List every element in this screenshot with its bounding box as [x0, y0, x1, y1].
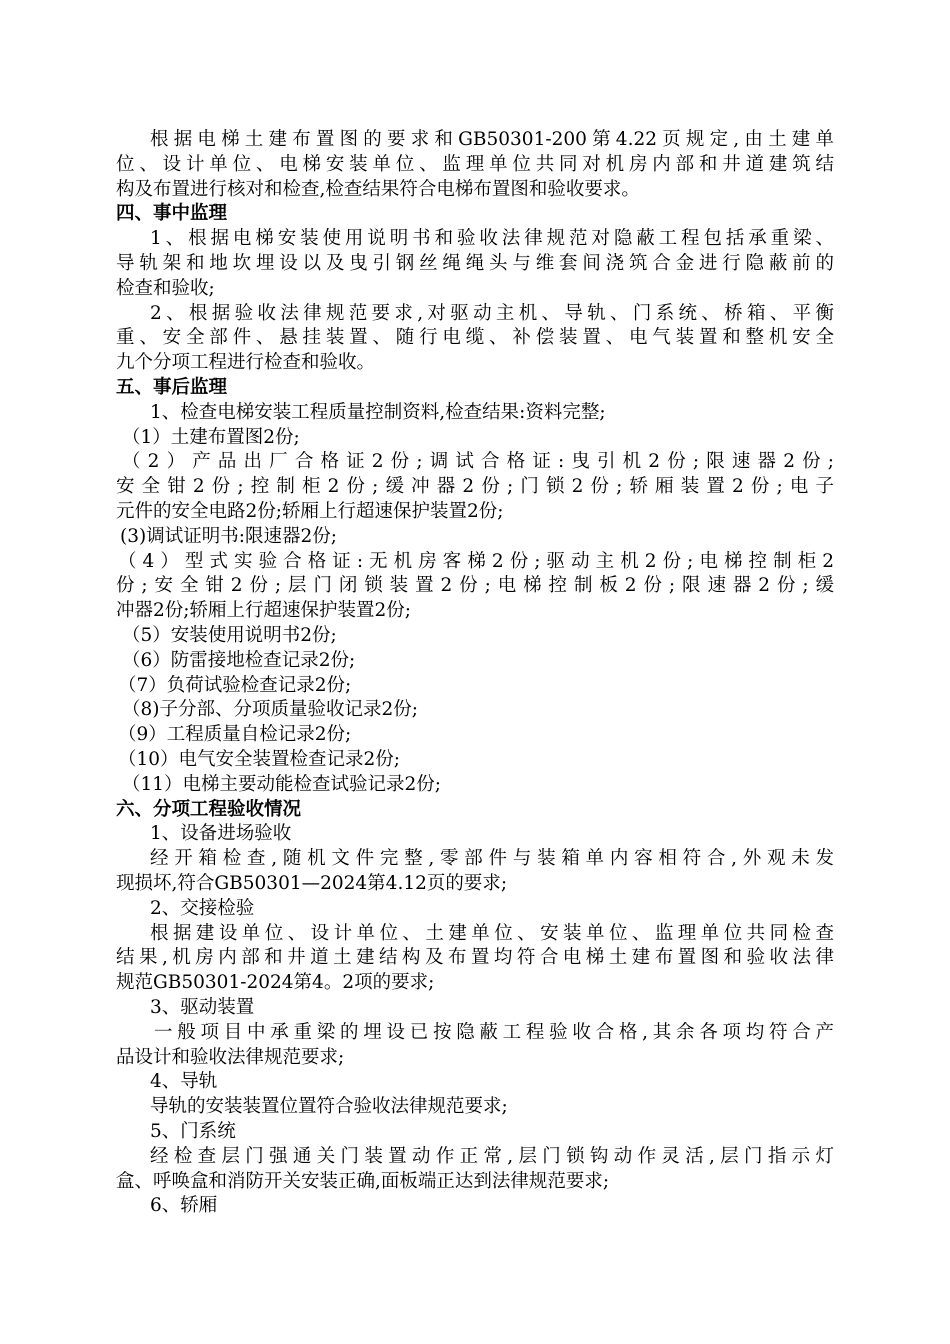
text-line: 检查和验收; — [116, 277, 215, 299]
text-line: 1、根据电梯安装使用说明书和验收法律规范对隐蔽工程包括承重梁、 — [150, 228, 834, 250]
text-line: 根据电梯土建布置图的要求和GB50301-200第4.22页规定,由土建单 — [150, 129, 834, 150]
text-line: 导轨架和地坎埋设以及曳引钢丝绳绳头与维套间浇筑合金进行隐蔽前的 — [116, 253, 834, 274]
section-heading: 六、分项工程验收情况 — [116, 798, 302, 820]
text-line: 经开箱检查,随机文件完整,零部件与装箱单内容相符合,外观未发 — [150, 848, 834, 870]
text-line: 1、设备进场验收 — [150, 823, 292, 845]
section-heading: 四、事中监理 — [116, 203, 228, 225]
text-line: 九个分项工程进行检查和验收。 — [116, 352, 376, 374]
section-heading: 五、事后监理 — [116, 377, 228, 398]
text-line: （7）负荷试验检查记录2份; — [118, 674, 352, 696]
text-line: 规范GB50301-2024第4。2项的要求; — [116, 972, 435, 994]
text-line: （8)子分部、分项质量验收记录2份; — [122, 699, 418, 721]
text-line: 经检查层门强通关门装置动作正常,层门锁钩动作灵活,层门指示灯 — [150, 1145, 834, 1167]
text-line: （4）型式实验合格证:无机房客梯2份;驱动主机2份;电梯控制柜2 — [118, 550, 834, 572]
text-line: （9）工程质量自检记录2份; — [118, 724, 352, 746]
text-line: 重、安全部件、悬挂装置、随行电缆、补偿装置、电气装置和整机安全 — [116, 327, 834, 349]
text-line: 结果,机房内部和井道土建结构及布置均符合电梯土建布置图和验收法律 — [116, 947, 834, 969]
text-line: （5）安装使用说明书2份; — [122, 625, 337, 646]
text-line: 3、驱动装置 — [150, 997, 255, 1018]
text-line: 盒、呼唤盒和消防开关安装正确,面板端正达到法律规范要求; — [116, 1170, 610, 1192]
text-line: 份;安全钳2份;层门闭锁装置2份;电梯控制板2份;限速器2份;缓 — [116, 575, 834, 597]
text-line: 冲器2份;轿厢上行超速保护装置2份; — [116, 600, 412, 622]
text-line: 2、根据验收法律规范要求,对驱动主机、导轨、门系统、桥箱、平衡 — [150, 302, 834, 324]
text-line: 安全钳2份;控制柜2份;缓冲器2份;门锁2份;轿厢装置2份;电子 — [116, 476, 834, 498]
text-line: （6）防雷接地检查记录2份; — [122, 649, 356, 671]
text-line: 品设计和验收法律规范要求; — [116, 1046, 345, 1068]
text-line: 一般项目中承重梁的埋设已按隐蔽工程验收合格,其余各项均符合产 — [154, 1021, 834, 1043]
text-line: 6、轿厢 — [150, 1195, 218, 1217]
text-line: 2、交接检验 — [150, 897, 255, 919]
text-line: （1）土建布置图2份; — [122, 426, 300, 448]
text-line: 现损坏,符合GB50301—2024第4.12页的要求; — [116, 873, 508, 894]
text-line: 元件的安全电路2份;轿厢上行超速保护装置2份; — [116, 501, 504, 522]
text-line: 导轨的安装装置位置符合验收法律规范要求; — [150, 1096, 508, 1118]
text-line: 1、检查电梯安装工程质量控制资料,检查结果:资料完整; — [150, 401, 606, 423]
text-line: 根据建设单位、设计单位、土建单位、安装单位、监理单位共同检查 — [150, 922, 834, 944]
text-line: （11）电梯主要动能检查试验记录2份; — [122, 773, 442, 795]
text-line: 构及布置进行核对和检查,检查结果符合电梯布置图和验收要求。 — [116, 178, 640, 200]
text-line: （2）产品出厂合格证2份;调试合格证:曳引机2份;限速器2份; — [122, 451, 834, 473]
text-line: 位、设计单位、电梯安装单位、监理单位共同对机房内部和井道建筑结 — [116, 153, 834, 175]
text-line: 5、门系统 — [150, 1121, 236, 1142]
text-line: 4、导轨 — [150, 1071, 218, 1093]
text-line: (3)调试证明书:限速器2份; — [120, 525, 337, 547]
text-line: （10）电气安全装置检查记录2份; — [118, 749, 401, 770]
